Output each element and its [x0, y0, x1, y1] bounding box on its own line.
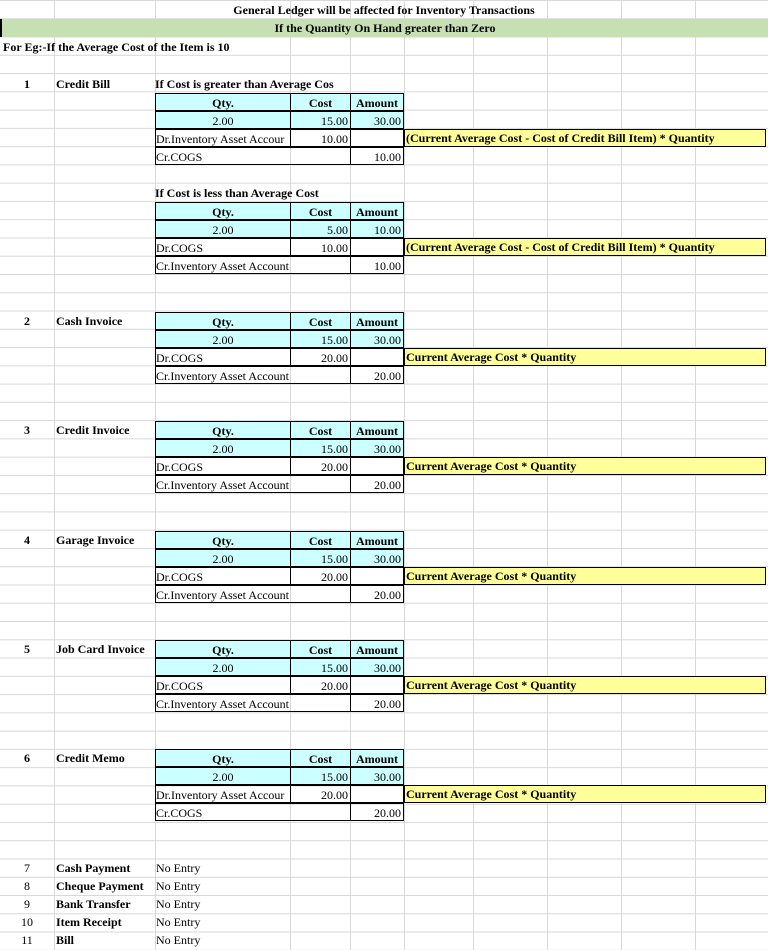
section-number: 1	[24, 77, 30, 91]
formula-note: Current Average Cost * Quantity	[404, 457, 766, 475]
transaction-name: Cheque Payment	[56, 879, 144, 893]
empty-cell	[350, 457, 404, 475]
section-name: Job Card Invoice	[56, 642, 145, 656]
formula-note: Current Average Cost * Quantity	[404, 785, 766, 803]
credit-label: Cr.Inventory Asset Account	[155, 694, 351, 712]
debit-label: Dr.COGS	[155, 567, 291, 585]
section-name: Credit Bill	[56, 77, 111, 91]
qty-value: 2.00	[155, 439, 291, 457]
qty-header: Qty.	[155, 93, 291, 111]
section-name: Credit Memo	[56, 751, 125, 765]
qty-header: Qty.	[155, 202, 291, 220]
cost-value: 15.00	[290, 549, 351, 567]
debit-label: Dr.COGS	[155, 457, 291, 475]
sheet-subtitle: If the Quantity On Hand greater than Zero	[0, 19, 768, 37]
gridline	[54, 0, 55, 950]
empty-cell	[350, 567, 404, 585]
cost-header: Cost	[290, 749, 351, 767]
qty-value: 2.00	[155, 220, 291, 238]
row-number: 10	[21, 915, 33, 929]
amount-value: 30.00	[350, 658, 404, 676]
qty-value: 2.00	[155, 330, 291, 348]
row-number: 11	[21, 933, 33, 947]
entry-value: No Entry	[156, 915, 201, 929]
cost-value: 15.00	[290, 439, 351, 457]
formula-note: Current Average Cost * Quantity	[404, 348, 766, 366]
credit-value: 20.00	[350, 585, 404, 603]
condition-label: If Cost is greater than Average Cos	[155, 75, 350, 94]
transaction-name: Cash Payment	[56, 861, 131, 875]
section-number: 3	[24, 423, 30, 437]
cost-header: Cost	[290, 312, 351, 330]
debit-label: Dr.Inventory Asset Accour	[155, 785, 291, 803]
cost-value: 15.00	[290, 330, 351, 348]
credit-label: Cr.Inventory Asset Account	[155, 475, 351, 493]
qty-header: Qty.	[155, 421, 291, 439]
cost-value: 5.00	[290, 220, 351, 238]
entry-value: No Entry	[156, 861, 201, 875]
debit-label: Dr.COGS	[155, 238, 291, 256]
entry-value: No Entry	[156, 933, 201, 947]
credit-label: Cr.Inventory Asset Account	[155, 366, 351, 384]
transaction-name: Bill	[56, 933, 75, 947]
debit-value: 20.00	[290, 348, 351, 366]
section-name: Garage Invoice	[56, 533, 135, 547]
cost-header: Cost	[290, 531, 351, 549]
debit-value: 10.00	[290, 129, 351, 147]
qty-value: 2.00	[155, 549, 291, 567]
section-number: 5	[24, 642, 30, 656]
debit-label: Dr.Inventory Asset Accour	[155, 129, 291, 147]
amount-value: 30.00	[350, 767, 404, 785]
debit-label: Dr.COGS	[155, 676, 291, 694]
amount-header: Amount	[350, 202, 404, 220]
empty-cell	[350, 676, 404, 694]
amount-value: 30.00	[350, 330, 404, 348]
empty-cell	[350, 785, 404, 803]
formula-note: (Current Average Cost - Cost of Credit Bill Item) * Quantity	[404, 238, 766, 256]
amount-value: 30.00	[350, 111, 404, 129]
debit-value: 20.00	[290, 785, 351, 803]
credit-value: 20.00	[350, 366, 404, 384]
amount-header: Amount	[350, 640, 404, 658]
qty-header: Qty.	[155, 749, 291, 767]
formula-note: (Current Average Cost - Cost of Credit Bill Item) * Quantity	[404, 129, 766, 147]
amount-header: Amount	[350, 312, 404, 330]
amount-header: Amount	[350, 531, 404, 549]
credit-label: Cr.Inventory Asset Account	[155, 585, 351, 603]
row-number: 8	[24, 879, 30, 893]
section-number: 2	[24, 314, 30, 328]
credit-value: 20.00	[350, 803, 404, 821]
amount-value: 30.00	[350, 549, 404, 567]
cost-value: 15.00	[290, 111, 351, 129]
credit-label: Cr.COGS	[155, 803, 351, 821]
credit-value: 10.00	[350, 147, 404, 165]
qty-header: Qty.	[155, 640, 291, 658]
credit-value: 10.00	[350, 256, 404, 274]
row-number: 7	[24, 861, 30, 875]
qty-value: 2.00	[155, 111, 291, 129]
cost-header: Cost	[290, 421, 351, 439]
credit-label: Cr.Inventory Asset Account	[155, 256, 351, 274]
section-number: 4	[24, 533, 30, 547]
empty-cell	[350, 129, 404, 147]
credit-value: 20.00	[350, 694, 404, 712]
sheet-title: General Ledger will be affected for Inventory Transactions	[233, 3, 535, 17]
debit-value: 20.00	[290, 457, 351, 475]
cost-value: 15.00	[290, 658, 351, 676]
section-name: Credit Invoice	[56, 423, 130, 437]
amount-header: Amount	[350, 421, 404, 439]
transaction-name: Item Receipt	[56, 915, 122, 929]
row-number: 9	[24, 897, 30, 911]
section-name: Cash Invoice	[56, 314, 123, 328]
qty-value: 2.00	[155, 658, 291, 676]
amount-header: Amount	[350, 749, 404, 767]
example-note: For Eg:-If the Average Cost of the Item is 10	[3, 40, 230, 54]
entry-value: No Entry	[156, 897, 201, 911]
debit-value: 20.00	[290, 567, 351, 585]
formula-note: Current Average Cost * Quantity	[404, 676, 766, 694]
cost-header: Cost	[290, 93, 351, 111]
debit-value: 20.00	[290, 676, 351, 694]
credit-value: 20.00	[350, 475, 404, 493]
amount-header: Amount	[350, 93, 404, 111]
empty-cell	[350, 348, 404, 366]
qty-header: Qty.	[155, 312, 291, 330]
debit-label: Dr.COGS	[155, 348, 291, 366]
debit-value: 10.00	[290, 238, 351, 256]
cost-header: Cost	[290, 202, 351, 220]
empty-cell	[350, 238, 404, 256]
entry-value: No Entry	[156, 879, 201, 893]
condition-label: If Cost is less than Average Cost	[155, 184, 350, 203]
credit-label: Cr.COGS	[155, 147, 351, 165]
cost-value: 15.00	[290, 767, 351, 785]
qty-header: Qty.	[155, 531, 291, 549]
cost-header: Cost	[290, 640, 351, 658]
qty-value: 2.00	[155, 767, 291, 785]
formula-note: Current Average Cost * Quantity	[404, 567, 766, 585]
transaction-name: Bank Transfer	[56, 897, 131, 911]
section-number: 6	[24, 751, 30, 765]
amount-value: 10.00	[350, 220, 404, 238]
amount-value: 30.00	[350, 439, 404, 457]
